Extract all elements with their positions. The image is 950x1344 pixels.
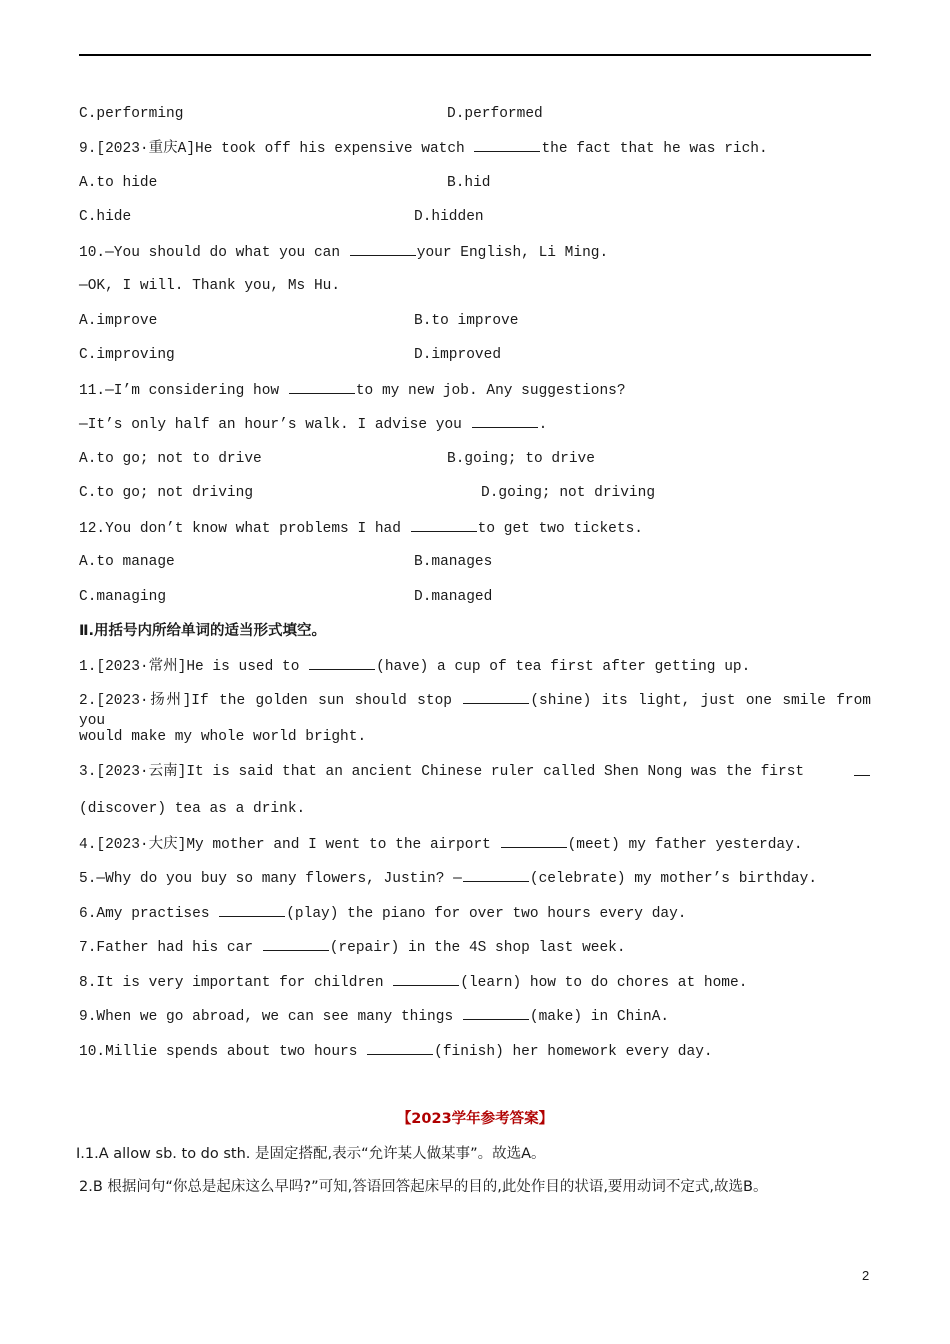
answer-blank	[854, 762, 870, 776]
fill-8-suffix: (learn) how to do chores at home.	[460, 975, 748, 991]
answer-1: Ⅰ.1.A allow sb. to do sth. 是固定搭配,表示“允许某人做某事”。故选A。	[76, 1146, 546, 1162]
fill-item-1	[79, 656, 750, 677]
q11-suffix: to my new job. Any suggestions?	[355, 383, 626, 399]
fill-item-6	[79, 903, 687, 924]
fill-item-9	[79, 1006, 669, 1027]
fill-9-suffix: (make) in ChinA.	[529, 1009, 670, 1025]
fill-5-suffix: (celebrate) my mother’s birthday.	[529, 871, 818, 887]
question-9	[79, 138, 768, 159]
answer-blank	[219, 903, 285, 917]
q11-option-d: D.going; not driving	[481, 485, 656, 501]
q10-reply: —OK, I will. Thank you, Ms Hu.	[79, 278, 341, 294]
q11-option-c: C.to go; not driving	[79, 485, 254, 501]
answer-blank	[474, 138, 540, 152]
q9-option-b: B.hid	[447, 175, 491, 191]
section-2-heading: Ⅱ.用括号内所给单词的适当形式填空。	[79, 623, 327, 639]
fill-8-prefix: 8.It is very important for children	[79, 975, 393, 991]
q9-prefix: 9.[2023·重庆A]He took off his expensive watch	[79, 141, 474, 157]
fill-10-prefix: 10.Millie spends about two hours	[79, 1044, 367, 1060]
q11-prefix: 11.—I’m considering how	[79, 383, 288, 399]
answer-2: 2.B 根据问句“你总是起床这么早吗?”可知,答语回答起床早的目的,此处作目的状语,要用动词不定式,故选B。	[79, 1179, 768, 1195]
fill-10-suffix: (finish) her homework every day.	[434, 1044, 713, 1060]
answers-heading: 【2023学年参考答案】	[396, 1111, 554, 1127]
q11-option-b: B.going; to drive	[447, 451, 595, 467]
fill-item-3	[79, 762, 871, 782]
q12-prefix: 12.You don’t know what problems I had	[79, 521, 410, 537]
fill-9-prefix: 9.When we go abroad, we can see many things	[79, 1009, 462, 1025]
answer-blank	[463, 868, 529, 882]
fill-7-suffix: (repair) in the 4S shop last week.	[329, 940, 626, 956]
fill-6-prefix: 6.Amy practises	[79, 906, 219, 922]
fill-4-suffix: (meet) my father yesterday.	[567, 837, 803, 853]
q10-suffix: your English, Li Ming.	[416, 245, 609, 261]
q12-suffix: to get two tickets.	[477, 521, 643, 537]
q9-suffix: the fact that he was rich.	[541, 141, 768, 157]
answer-blank	[309, 656, 375, 670]
q10-option-b: B.to improve	[414, 313, 519, 329]
q10-prefix: 10.—You should do what you can	[79, 245, 349, 261]
q12-option-c: C.managing	[79, 589, 167, 605]
fill-item-2	[79, 690, 871, 731]
q10-option-c: C.improving	[79, 347, 175, 363]
q11-reply-suffix: .	[538, 417, 548, 433]
fill-2-prefix: 2.[2023·扬州]If the golden sun should stop	[79, 693, 463, 709]
fill-1-suffix: (have) a cup of tea first after getting up.	[376, 659, 751, 675]
fill-7-prefix: 7.Father had his car	[79, 940, 262, 956]
question-11	[79, 380, 626, 401]
q11-reply-prefix: —It’s only half an hour’s walk. I advise you	[79, 417, 471, 433]
answer-blank	[367, 1041, 433, 1055]
answer-blank	[463, 690, 529, 704]
q8-option-d: D.performed	[447, 106, 543, 122]
answer-blank	[411, 518, 477, 532]
answer-blank	[463, 1006, 529, 1020]
question-10	[79, 242, 608, 263]
answer-blank	[393, 972, 459, 986]
q10-option-a: A.improve	[79, 313, 158, 329]
q9-option-c: C.hide	[79, 209, 132, 225]
q12-option-d: D.managed	[414, 589, 493, 605]
q12-option-a: A.to manage	[79, 554, 175, 570]
fill-3-prefix: 3.[2023·云南]It is said that an ancient Chinese ruler called Shen Nong was the first	[79, 764, 813, 780]
fill-6-suffix: (play) the piano for over two hours every day.	[286, 906, 687, 922]
q8-option-c: C.performing	[79, 106, 184, 122]
answer-blank	[501, 834, 567, 848]
question-12	[79, 518, 643, 539]
answer-blank	[263, 937, 329, 951]
fill-2-suffix: (shine) its light, just one smile from you	[79, 693, 872, 729]
fill-item-10	[79, 1041, 713, 1062]
q12-option-b: B.manages	[414, 554, 493, 570]
answer-blank	[472, 414, 538, 428]
page-number: 2	[862, 1268, 870, 1283]
fill-5-prefix: 5.—Why do you buy so many flowers, Justin? —	[79, 871, 462, 887]
top-rule	[79, 54, 871, 56]
q11-option-a: A.to go; not to drive	[79, 451, 262, 467]
q11-reply	[79, 414, 547, 435]
fill-1-prefix: 1.[2023·常州]He is used to	[79, 659, 309, 675]
answer-blank	[289, 380, 355, 394]
fill-item-5	[79, 868, 817, 889]
answer-blank	[350, 242, 416, 256]
fill-item-8	[79, 972, 747, 993]
q9-option-d: D.hidden	[414, 209, 484, 225]
fill-2-continuation: would make my whole world bright.	[79, 729, 367, 745]
q10-option-d: D.improved	[414, 347, 502, 363]
fill-4-prefix: 4.[2023·大庆]My mother and I went to the airport	[79, 837, 500, 853]
q9-option-a: A.to hide	[79, 175, 158, 191]
fill-item-4	[79, 834, 803, 855]
fill-3-continuation: (discover) tea as a drink.	[79, 801, 306, 817]
fill-item-7	[79, 937, 626, 958]
